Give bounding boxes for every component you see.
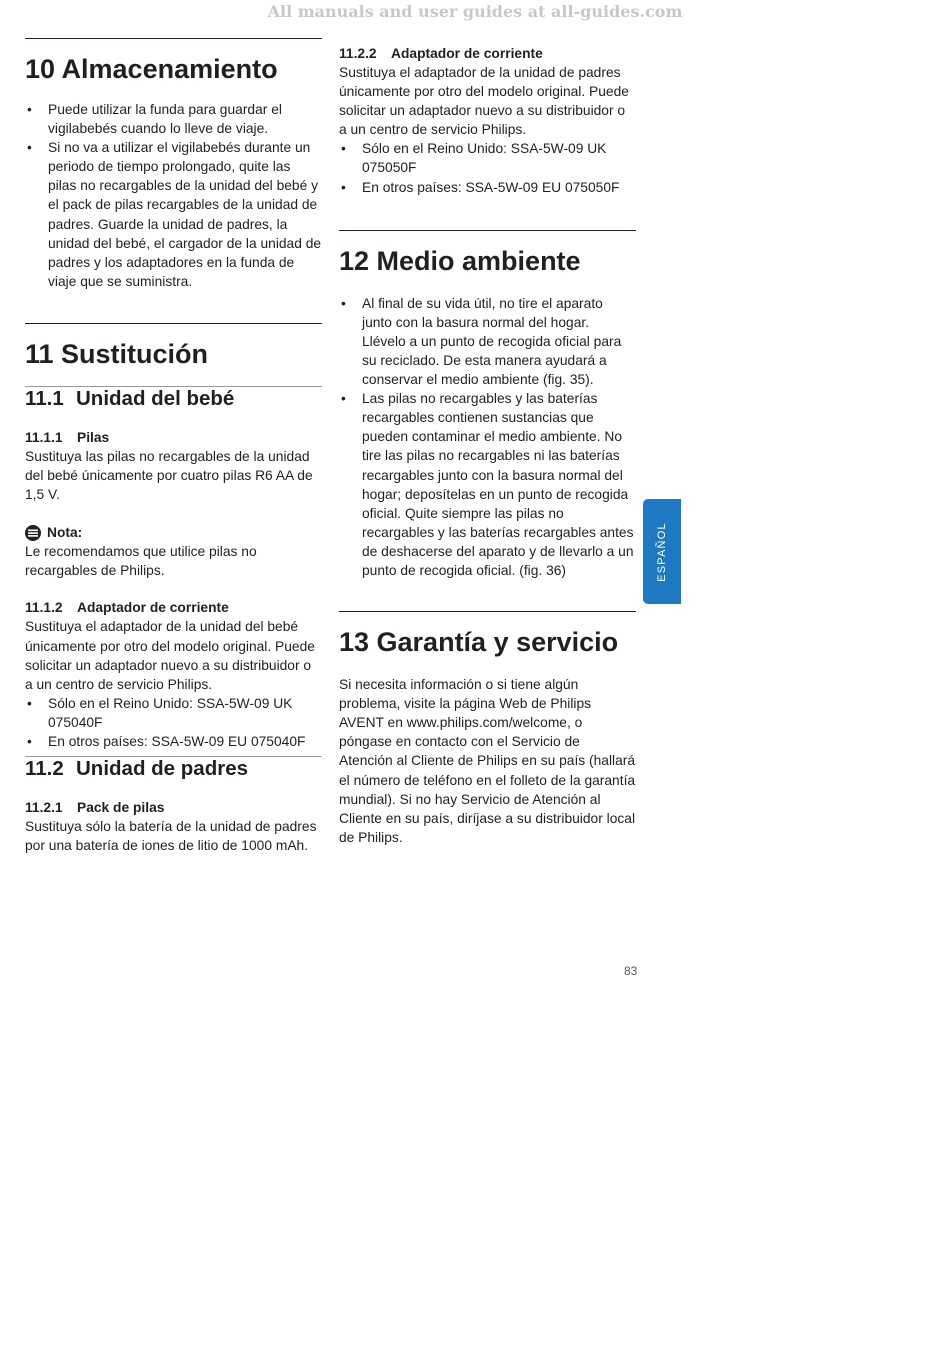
subsubsection-number: 11.2.2 [339, 46, 377, 61]
subsubsection-label: Adaptador de corriente [77, 600, 229, 616]
subsection-label: Unidad de padres [76, 757, 249, 781]
battery-pack-text: Sustituya sólo la batería de la unidad de padres por una batería de iones de litio de 1000 mAh. [25, 819, 317, 854]
subsection-number: 11.1 [25, 386, 64, 410]
subsubsection-label: Pack de pilas [77, 800, 165, 816]
section-title-warranty: 13 Garantía y servicio [339, 627, 619, 658]
subsection-label: Unidad del bebé [76, 386, 235, 410]
subsubsection-title-adapter [25, 598, 322, 617]
storage-bullet-list [25, 100, 322, 291]
watermark: All manuals and user guides at all-guides.com [267, 2, 683, 21]
section-divider [25, 38, 322, 39]
warranty-text: Si necesita información o si tiene algún problema, visite la página Web de Philips AVENT en www.philips.com/welcome, o póngase en contacto con el Servicio de Atención al Cliente de Philips en su país (hallará el número de teléfono en el folleto de la garantía mundial). Si no hay Servicio de Atención al Cliente en su país, diríjase a su distribuidor local de Philips. [339, 677, 636, 845]
note-label: Nota: [47, 525, 83, 541]
list-item: • En otros países: SSA-5W-09 EU 075050F [339, 178, 636, 197]
language-tab-label: ESPAÑOL [656, 521, 668, 582]
list-item: • Al final de su vida útil, no tire el aparato junto con la basura normal del hogar. Llévelo a un punto de recogida oficial para su reciclado. De esta manera ayudará a conservar el medio ambiente (fig. 35). [339, 294, 636, 389]
subsubsection-title-battery-pack [25, 798, 322, 817]
section-title-replacement: 11 Sustitución [25, 338, 209, 369]
page-number: 83 [624, 964, 638, 978]
left-column [25, 38, 322, 855]
section-divider [339, 611, 636, 612]
environment-bullet-list [339, 294, 636, 580]
section-title-storage: 10 Almacenamiento [25, 54, 278, 84]
subsubsection-label: Adaptador de corriente [391, 46, 543, 61]
subsection-number: 11.2 [25, 757, 64, 781]
adapter-text: Sustituya el adaptador de la unidad del bebé únicamente por otro del modelo original. Puede solicitar un adaptador nuevo a su distribuidor o a un centro de servicio Philips. [25, 619, 315, 692]
list-item: • Sólo en el Reino Unido: SSA-5W-09 UK 075040F [25, 694, 322, 732]
list-item: • Las pilas no recargables y las baterías recargables contienen sustancias que pueden contaminar el medio ambiente. No tire las pilas no recargables ni las baterías recargables junto con la basura normal del hogar; deposítelas en un punto de recogida oficial. Quite siempre las pilas no recargables y las baterías recargables antes de deshacerse del aparato y de llevarlo a un punto de recogida oficial. (fig. 36) [339, 389, 636, 580]
note-heading [25, 523, 322, 542]
list-item: • Puede utilizar la funda para guardar el vigilabebés cuando lo lleve de viaje. [25, 100, 322, 138]
section-divider [339, 230, 636, 231]
subsection-title-baby-unit [25, 387, 322, 411]
subsubsection-label: Pilas [77, 429, 110, 445]
note-text: Le recomendamos que utilice pilas no recargables de Philips. [25, 544, 257, 579]
language-tab [643, 499, 681, 604]
adapter-bullet-list [25, 694, 322, 751]
right-column [339, 38, 636, 847]
section-title-environment: 12 Medio ambiente [339, 245, 581, 276]
note-icon [25, 525, 41, 541]
batteries-text: Sustituya las pilas no recargables de la unidad del bebé únicamente por cuatro pilas R6 AA de 1,5 V. [25, 448, 313, 503]
list-item: • En otros países: SSA-5W-09 EU 075040F [25, 732, 322, 751]
subsubsection-number: 11.1.1 [25, 429, 63, 445]
subsubsection-title-batteries [25, 428, 322, 447]
list-item: • Sólo en el Reino Unido: SSA-5W-09 UK 075050F [339, 139, 636, 177]
subsubsection-title-parent-adapter [339, 44, 636, 63]
section-divider [25, 323, 322, 324]
subsubsection-number: 11.2.1 [25, 800, 63, 816]
parent-adapter-text: Sustituya el adaptador de la unidad de padres únicamente por otro del modelo original. Puede solicitar un adaptador nuevo a su distribuidor o a un centro de servicio Philips. [339, 65, 629, 138]
subsection-title-parent-unit [25, 757, 322, 781]
subsubsection-number: 11.1.2 [25, 600, 63, 616]
parent-adapter-bullet-list [339, 139, 636, 196]
list-item: • Si no va a utilizar el vigilabebés durante un periodo de tiempo prolongado, quite las pilas no recargables de la unidad del bebé y el pack de pilas recargables de la unidad de padres. Guarde la unidad de padres, la unidad del bebé, el cargador de la unidad de padres y los adaptadores en la funda de viaje que se suministra. [25, 138, 322, 291]
